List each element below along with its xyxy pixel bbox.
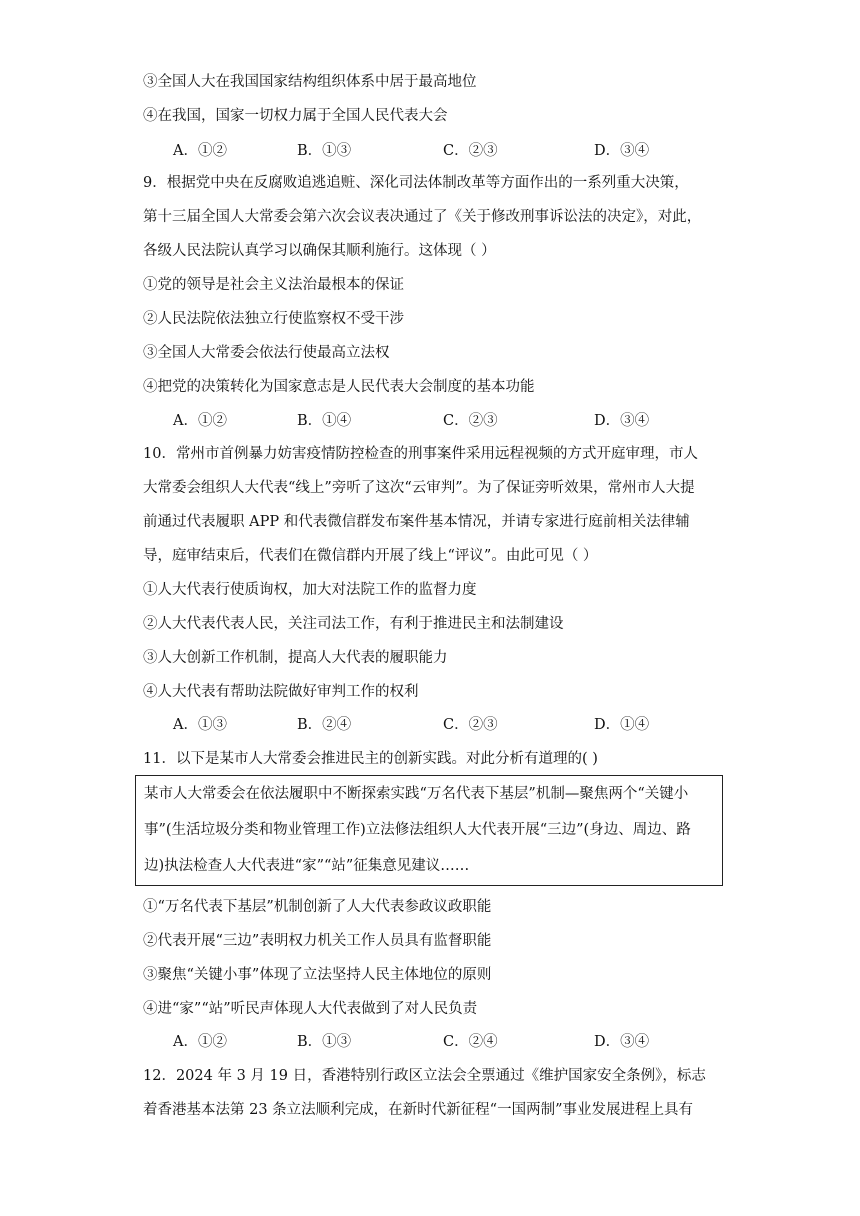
- q8-item-3: ③全国人大在我国国家结构组织体系中居于最高地位: [143, 74, 477, 90]
- q11-option-a[interactable]: A．①②: [173, 1034, 227, 1050]
- q12-stem-line-2: 着香港基本法第 23 条立法顺利完成，在新时代新征程“一国两制”事业发展进程上具有: [143, 1102, 693, 1118]
- q11-option-c[interactable]: C．②④: [443, 1034, 498, 1050]
- q8-item-4: ④在我国，国家一切权力属于全国人民代表大会: [143, 108, 448, 124]
- q9-stem-line-2: 第十三届全国人大常委会第六次会议表决通过了《关于修改刑事诉讼法的决定》，对此，: [143, 209, 702, 225]
- q11-item-1: ①“万名代表下基层”机制创新了人大代表参政议政职能: [143, 899, 492, 915]
- q11-item-4: ④进“家”“站”听民声体现人大代表做到了对人民负责: [143, 1001, 478, 1017]
- q10-stem-line-4: 导，庭审结束后，代表们在微信群内开展了线上“评议”。由此可见（ ）: [143, 548, 598, 564]
- q11-box-line-3: 边)执法检查人大代表进“家”“站”征集意见建议……: [144, 858, 470, 874]
- q10-option-a[interactable]: A．①③: [173, 717, 227, 733]
- q11-box-line-2: 事”(生活垃圾分类和物业管理工作)立法修法组织人大代表开展“三边”(身边、周边、路: [144, 822, 691, 838]
- q9-stem-line-3: 各级人民法院认真学习以确保其顺利施行。这体现（ ）: [143, 243, 496, 259]
- q8-option-a[interactable]: A．①②: [173, 143, 227, 159]
- q10-options: [173, 715, 673, 735]
- q9-option-a[interactable]: A．①②: [173, 413, 227, 429]
- q10-option-d[interactable]: D．①④: [594, 717, 650, 733]
- q10-stem-line-2: 大常委会组织人大代表“线上”旁听了这次“云审判”。为了保证旁听效果，常州市人大提: [143, 480, 695, 496]
- q10-option-c[interactable]: C．②③: [443, 717, 498, 733]
- q9-options: [173, 411, 673, 431]
- q9-stem-line-1: 9．根据党中央在反腐败追逃追赃、深化司法体制改革等方面作出的一系列重大决策，: [143, 175, 689, 191]
- q9-item-2: ②人民法院依法独立行使监察权不受干涉: [143, 311, 404, 327]
- q8-option-c[interactable]: C．②③: [443, 143, 498, 159]
- q10-stem-line-1: 10．常州市首例暴力妨害疫情防控检查的刑事案件采用远程视频的方式开庭审理，市人: [143, 446, 698, 462]
- q10-item-3: ③人大创新工作机制，提高人大代表的履职能力: [143, 650, 448, 666]
- q11-item-2: ②代表开展“三边”表明权力机关工作人员具有监督职能: [143, 933, 492, 949]
- q11-options: [173, 1032, 673, 1052]
- q11-option-d[interactable]: D．③④: [594, 1034, 650, 1050]
- q8-option-b[interactable]: B．①③: [297, 143, 352, 159]
- q10-item-4: ④人大代表有帮助法院做好审判工作的权利: [143, 684, 419, 700]
- q9-option-b[interactable]: B．①④: [297, 413, 352, 429]
- q11-item-3: ③聚焦“关键小事”体现了立法坚持人民主体地位的原则: [143, 967, 492, 983]
- q10-stem-line-3: 前通过代表履职 APP 和代表微信群发布案件基本情况，并请专家进行庭前相关法律辅: [143, 514, 690, 530]
- q9-option-c[interactable]: C．②③: [443, 413, 498, 429]
- q9-option-d[interactable]: D．③④: [594, 413, 650, 429]
- q8-option-d[interactable]: D．③④: [594, 143, 650, 159]
- q9-item-1: ①党的领导是社会主义法治最根本的保证: [143, 277, 404, 293]
- q11-option-b[interactable]: B．①③: [297, 1034, 352, 1050]
- q9-item-3: ③全国人大常委会依法行使最高立法权: [143, 345, 390, 361]
- q11-box-line-1: 某市人大常委会在依法履职中不断探索实践“万名代表下基层”机制—聚焦两个“关键小: [144, 786, 689, 802]
- q11-stem-line-1: 11．以下是某市人大常委会推进民主的创新实践。对此分析有道理的( ): [143, 751, 598, 767]
- q12-stem-line-1: 12．2024 年 3 月 19 日，香港特别行政区立法会全票通过《维护国家安全条例》，标志: [143, 1068, 706, 1084]
- q10-item-1: ①人大代表行使质询权，加大对法院工作的监督力度: [143, 582, 477, 598]
- q9-item-4: ④把党的决策转化为国家意志是人民代表大会制度的基本功能: [143, 379, 535, 395]
- q10-option-b[interactable]: B．②④: [297, 717, 352, 733]
- q8-options: [173, 141, 673, 161]
- q11-material-box: [135, 775, 723, 886]
- q10-item-2: ②人大代表代表人民，关注司法工作，有利于推进民主和法制建设: [143, 616, 564, 632]
